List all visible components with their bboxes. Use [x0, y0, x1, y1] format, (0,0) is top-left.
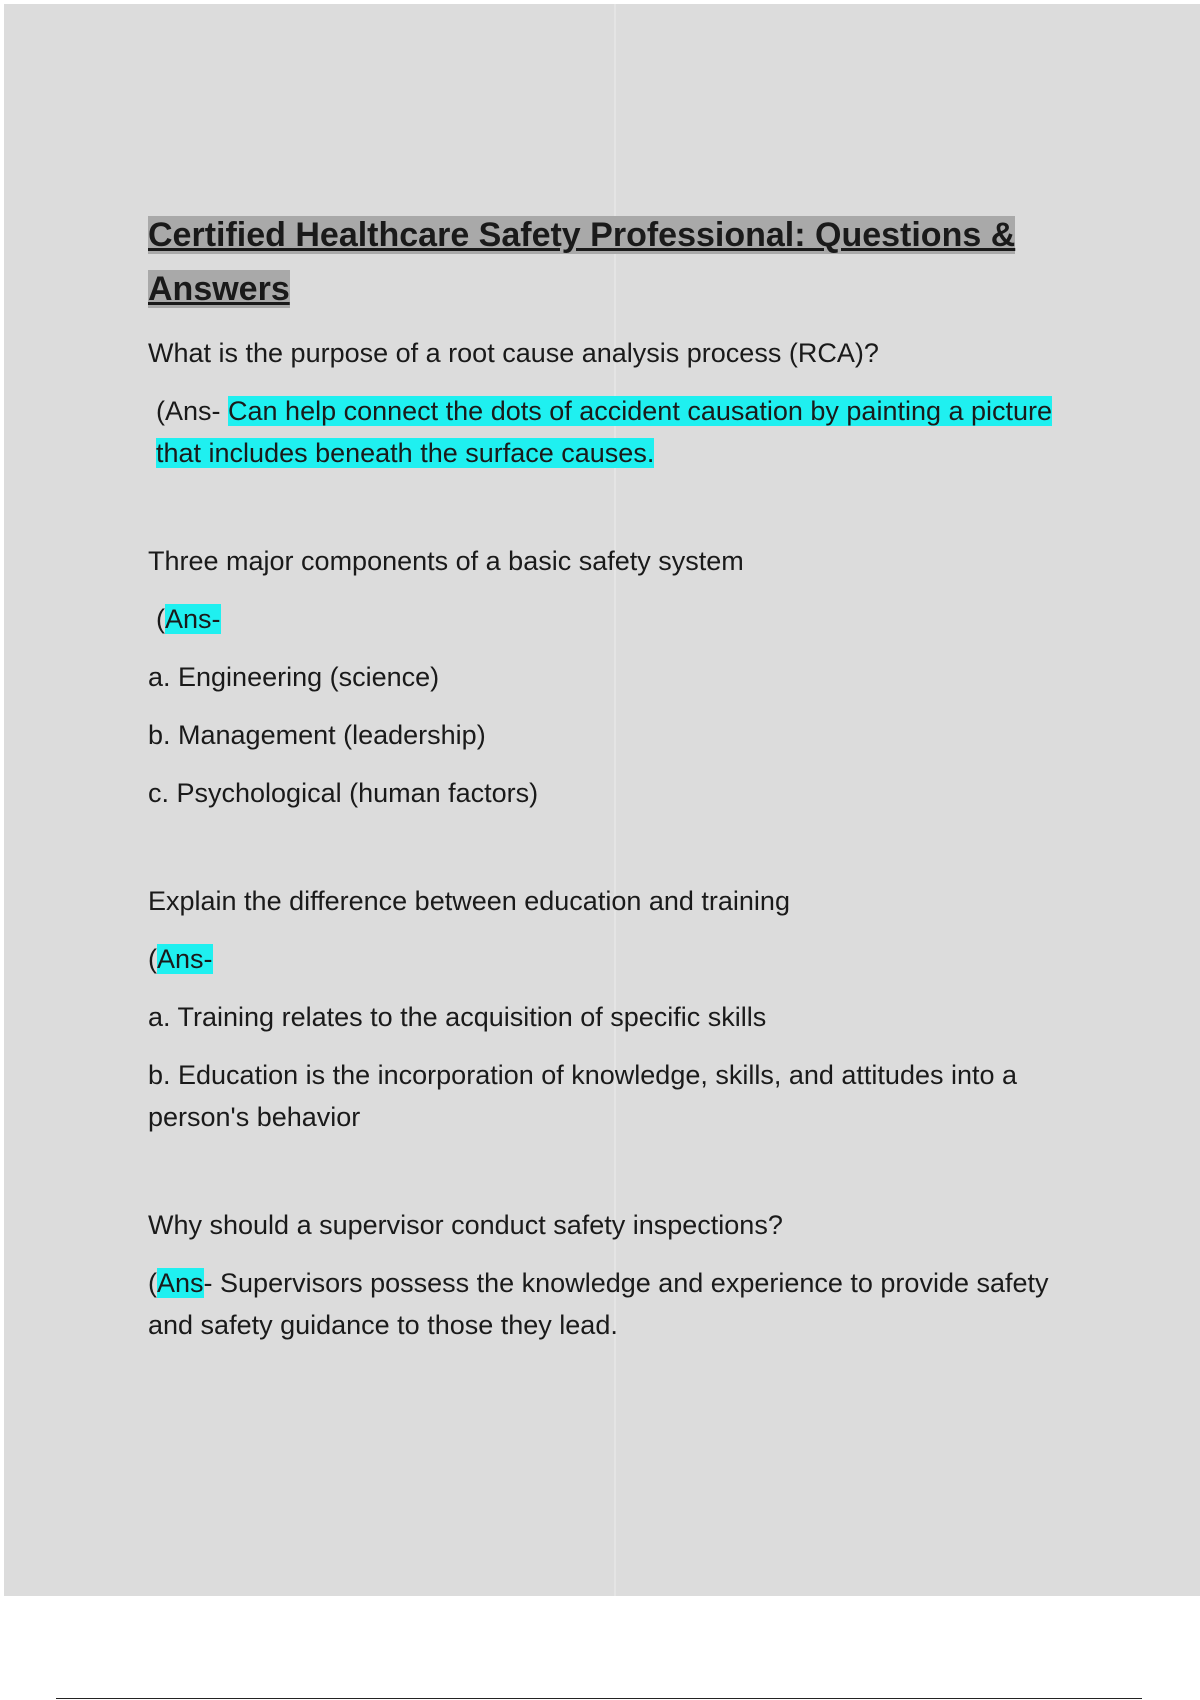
answer-1-text: Can help connect the dots of accident causation by painting a picture that includes beneath the surface causes. — [156, 396, 1053, 468]
answer-3-label — [148, 938, 1098, 980]
question-3: Explain the difference between education and training — [148, 886, 790, 916]
answer-2-item: c. Psychological (human factors) — [148, 778, 539, 808]
footer-rule — [56, 1698, 1142, 1699]
question-4: Why should a supervisor conduct safety inspections? — [148, 1210, 783, 1240]
question-1: What is the purpose of a root cause analysis process (RCA)? — [148, 338, 879, 368]
document-content — [148, 208, 1098, 1412]
document-title-text: Certified Healthcare Safety Professional: Questions & Answers — [148, 216, 1016, 308]
qa-block-2 — [148, 540, 1098, 814]
answer-2-prefix: ( — [156, 604, 165, 634]
answer-2-item: b. Management (leadership) — [148, 720, 486, 750]
answer-4 — [148, 1262, 1098, 1346]
qa-block-3 — [148, 880, 1098, 1138]
answer-4-tag: Ans — [157, 1268, 204, 1298]
answer-3-tag: Ans- — [157, 944, 213, 974]
question-2: Three major components of a basic safety system — [148, 546, 744, 576]
qa-block-4 — [148, 1204, 1098, 1346]
answer-3-item: b. Education is the incorporation of knowledge, skills, and attitudes into a person's behavior — [148, 1060, 1018, 1132]
document-title — [148, 208, 1098, 316]
answer-4-text: - Supervisors possess the knowledge and experience to provide safety and safety guidance to those they lead. — [148, 1268, 1049, 1340]
answer-2-item: a. Engineering (science) — [148, 662, 440, 692]
answer-1 — [148, 390, 1098, 474]
answer-2-tag: Ans- — [165, 604, 221, 634]
qa-block-1 — [148, 332, 1098, 474]
answer-1-prefix: (Ans- — [156, 396, 229, 426]
answer-3-item: a. Training relates to the acquisition of specific skills — [148, 1002, 767, 1032]
answer-3-prefix: ( — [148, 944, 157, 974]
answer-2-label — [148, 598, 1098, 640]
answer-4-prefix: ( — [148, 1268, 157, 1298]
